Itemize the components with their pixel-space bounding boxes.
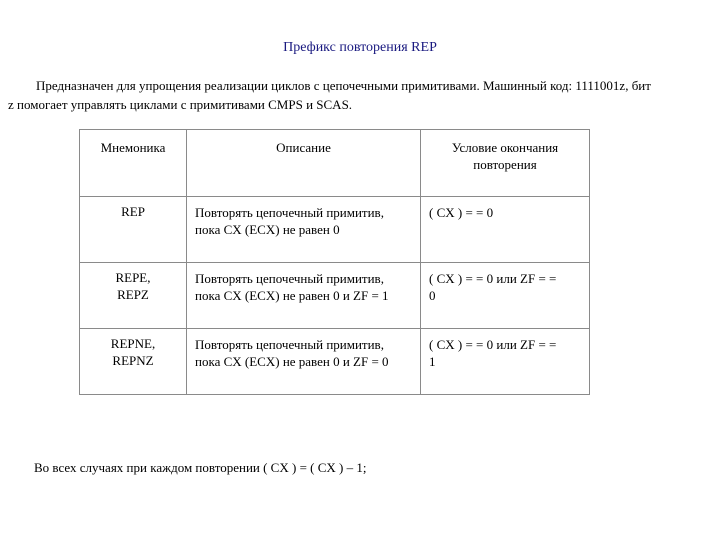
description-line: Повторять цепочечный примитив,: [195, 271, 384, 286]
description-line: пока CX (ECX) не равен 0 и ZF = 1: [195, 288, 389, 303]
header-condition: Условие окончания повторения: [421, 130, 590, 197]
page-title: Префикс повторения REP: [283, 40, 437, 55]
footer-note: Во всех случаях при каждом повторении ( CX ) = ( CX ) – 1;: [34, 460, 367, 475]
rep-prefix-table: [79, 129, 590, 395]
cell-description: [187, 263, 421, 329]
mnemonic-line: REPNE,: [110, 336, 156, 351]
description-line: Повторять цепочечный примитив,: [195, 337, 384, 352]
mnemonic-line: REPNZ: [112, 353, 154, 368]
cell-description: [187, 329, 421, 395]
intro-line-1: Предназначен для упрощения реализации циклов с цепочечными примитивами. Машинный код: 1111001z, бит: [36, 78, 651, 93]
mnemonic-line: REPZ: [117, 287, 149, 302]
table-row: [80, 329, 590, 395]
cell-condition: [421, 329, 590, 395]
table-header-row: [80, 130, 590, 197]
mnemonic-line: REPE,: [115, 270, 151, 285]
description-line: Повторять цепочечный примитив,: [195, 205, 384, 220]
table-row: [80, 263, 590, 329]
cell-condition: [421, 197, 590, 263]
intro-paragraph: [8, 76, 712, 114]
condition-line: 1: [429, 354, 436, 369]
mnemonic-line: REP: [121, 204, 145, 219]
description-line: пока CX (ECX) не равен 0 и ZF = 0: [195, 354, 389, 369]
cell-mnemonic: [80, 263, 187, 329]
intro-line-2: z помогает управлять циклами с примитивами CMPS и SCAS.: [8, 97, 353, 112]
cell-condition: [421, 263, 590, 329]
condition-line: ( CX ) = = 0: [429, 205, 494, 220]
table-row: [80, 197, 590, 263]
cell-mnemonic: [80, 329, 187, 395]
description-line: пока CX (ECX) не равен 0: [195, 222, 340, 237]
cell-description: [187, 197, 421, 263]
header-description: Описание: [187, 130, 421, 197]
condition-line: ( CX ) = = 0 или ZF = =: [429, 337, 557, 352]
header-mnemonic: Мнемоника: [80, 130, 187, 197]
condition-line: ( CX ) = = 0 или ZF = =: [429, 271, 557, 286]
condition-line: 0: [429, 288, 436, 303]
cell-mnemonic: [80, 197, 187, 263]
